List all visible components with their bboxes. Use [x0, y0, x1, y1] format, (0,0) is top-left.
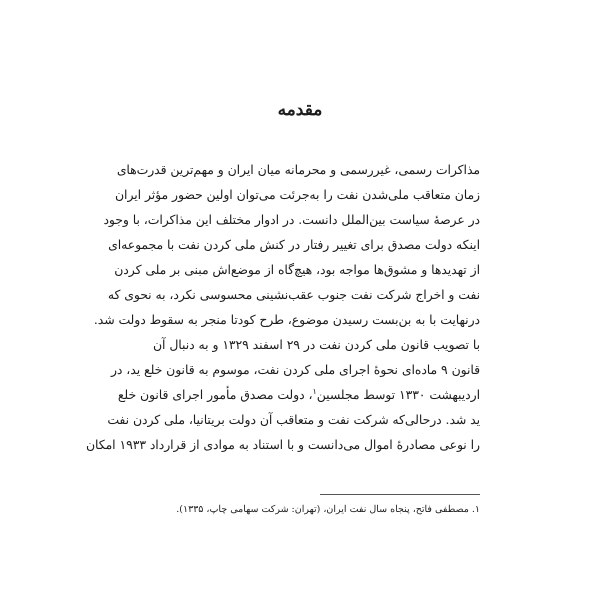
text-line: ید شد. درحالی‌که شرکت نفت و متعاقب آن دولت بریتانیا، ملی کردن نفت	[107, 413, 480, 427]
chapter-title: مقدمه	[277, 100, 323, 120]
text-line: نفت و اخراج شرکت نفت جنوب عقب‌نشینی محسوسی نکرد، به نحوی که	[107, 288, 480, 302]
text-line: زمان متعاقب ملی‌شدن نفت را به‌جرئت می‌توان اولین حضور مؤثر ایران	[115, 188, 480, 202]
body-text	[86, 158, 480, 458]
text-line: با تصویب قانون ملی کردن نفت در ۲۹ اسفند ۱۳۲۹ و به دنبال آن	[153, 338, 480, 352]
footnote-divider	[320, 494, 480, 495]
text-line: از تهدیدها و مشوق‌ها مواجه بود، هیچ‌گاه از موضع‌اش مبنی بر ملی کردن	[114, 263, 480, 277]
footnote: ۱. مصطفی فاتح، پنجاه سال نفت ایران، (تهران: شرکت سهامی چاپ، ۱۳۳۵).	[176, 504, 480, 515]
text-line: را نوعی مصادرهٔ اموال می‌دانست و با استناد به موادی از قرارداد ۱۹۳۳ امکان	[86, 438, 480, 452]
text-line: قانون ۹ ماده‌ای نحوهٔ اجرای ملی کردن نفت، موسوم به قانون خلع ید، در	[110, 363, 480, 377]
text-line: درنهایت با به بن‌بست رسیدن موضوع، طرح کودتا منجر به سقوط دولت شد.	[93, 313, 480, 327]
text-line-start: اردیبهشت ۱۳۳۰ توسط مجلسین	[316, 388, 480, 402]
text-line: در عرصهٔ سیاست بین‌الملل دانست. در ادوار مختلف این مذاکرات، با وجود	[103, 213, 480, 227]
text-line	[117, 383, 480, 408]
text-line-end: ، دولت مصدق مأمور اجرای قانون خلع	[117, 388, 313, 402]
footnote-marker: ۱	[312, 386, 317, 396]
text-line: مذاکرات رسمی، غیررسمی و محرمانه میان ایران و مهم‌ترین قدرت‌های	[116, 163, 480, 177]
text-line: اینکه دولت مصدق برای تغییر رفتار در کنش ملی کردن نفت با مجموعه‌ای	[108, 238, 480, 252]
